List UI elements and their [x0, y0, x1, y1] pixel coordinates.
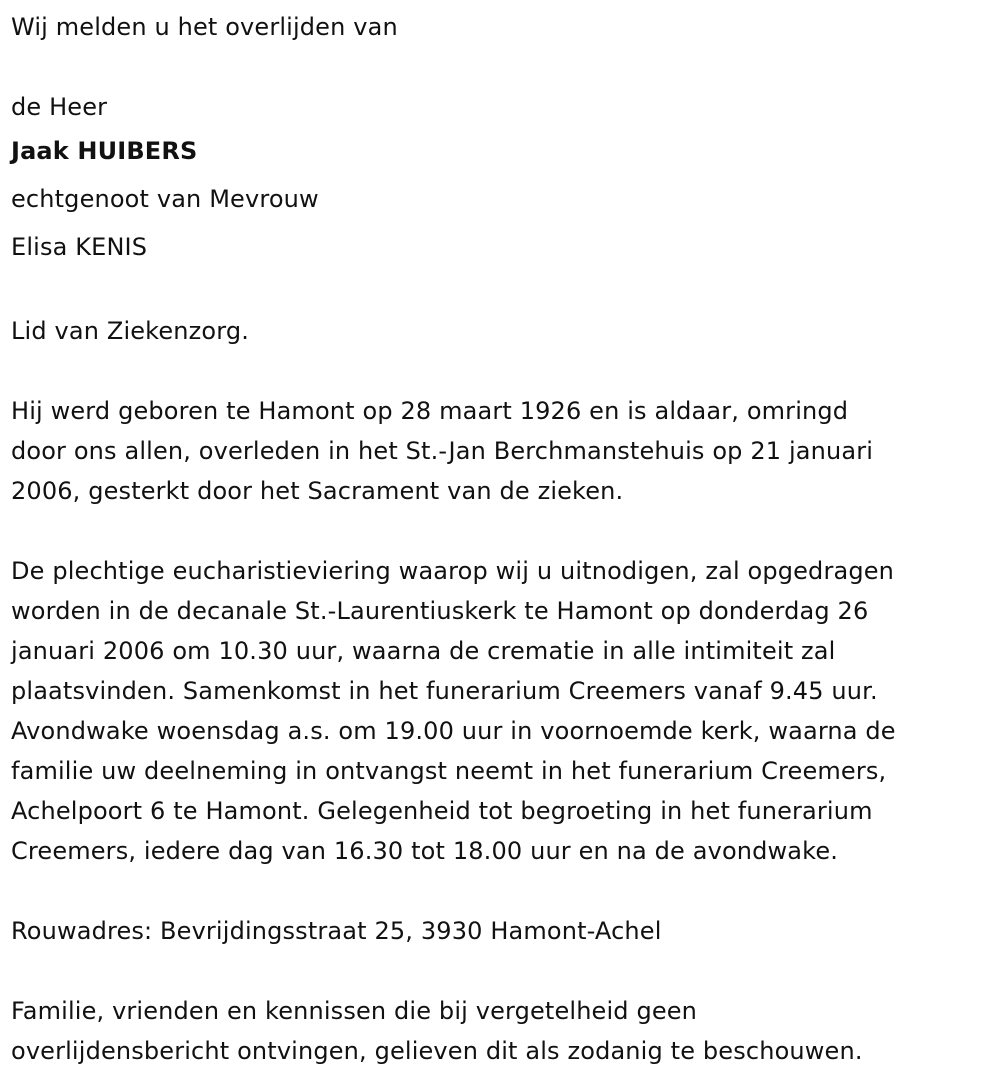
- paragraph-line: plaatsvinden. Samenkomst in het funerarium Creemers vanaf 9.45 uur.: [11, 677, 878, 705]
- spouse-name: Elisa KENIS: [11, 233, 148, 261]
- paragraph-line: Creemers, iedere dag van 16.30 tot 18.00 uur en na de avondwake.: [11, 837, 839, 865]
- paragraph-line: overlijdensbericht ontvingen, gelieven dit als zodanig te beschouwen.: [11, 1037, 863, 1065]
- paragraph-line: door ons allen, overleden in het St.-Jan Berchmanstehuis op 21 januari: [11, 437, 874, 465]
- deceased-name: Jaak HUIBERS: [11, 137, 198, 165]
- paragraph-line: familie uw deelneming in ontvangst neemt in het funerarium Creemers,: [11, 757, 887, 785]
- membership-text: Lid van Ziekenzorg.: [11, 317, 249, 345]
- paragraph-line: Avondwake woensdag a.s. om 19.00 uur in voornoemde kerk, waarna de: [11, 717, 896, 745]
- closing-paragraph: [11, 991, 986, 1071]
- paragraph-line: De plechtige eucharistieviering waarop wij u uitnodigen, zal opgedragen: [11, 557, 894, 585]
- mourning-address: Rouwadres: Bevrijdingsstraat 25, 3930 Hamont-Achel: [11, 917, 662, 945]
- salutation-text: de Heer: [11, 93, 108, 121]
- birth-death-paragraph: [11, 391, 986, 511]
- ceremony-paragraph: [11, 551, 986, 871]
- paragraph-line: Achelpoort 6 te Hamont. Gelegenheid tot begroeting in het funerarium: [11, 797, 873, 825]
- obituary-notice: [11, 7, 986, 1071]
- paragraph-line: januari 2006 om 10.30 uur, waarna de crematie in alle intimiteit zal: [11, 637, 836, 665]
- intro-text: Wij melden u het overlijden van: [11, 13, 398, 41]
- paragraph-line: worden in de decanale St.-Laurentiuskerk te Hamont op donderdag 26: [11, 597, 869, 625]
- spouse-relation-text: echtgenoot van Mevrouw: [11, 185, 319, 213]
- paragraph-line: 2006, gesterkt door het Sacrament van de zieken.: [11, 477, 624, 505]
- paragraph-line: Familie, vrienden en kennissen die bij vergetelheid geen: [11, 997, 698, 1025]
- paragraph-line: Hij werd geboren te Hamont op 28 maart 1926 en is aldaar, omringd: [11, 397, 849, 425]
